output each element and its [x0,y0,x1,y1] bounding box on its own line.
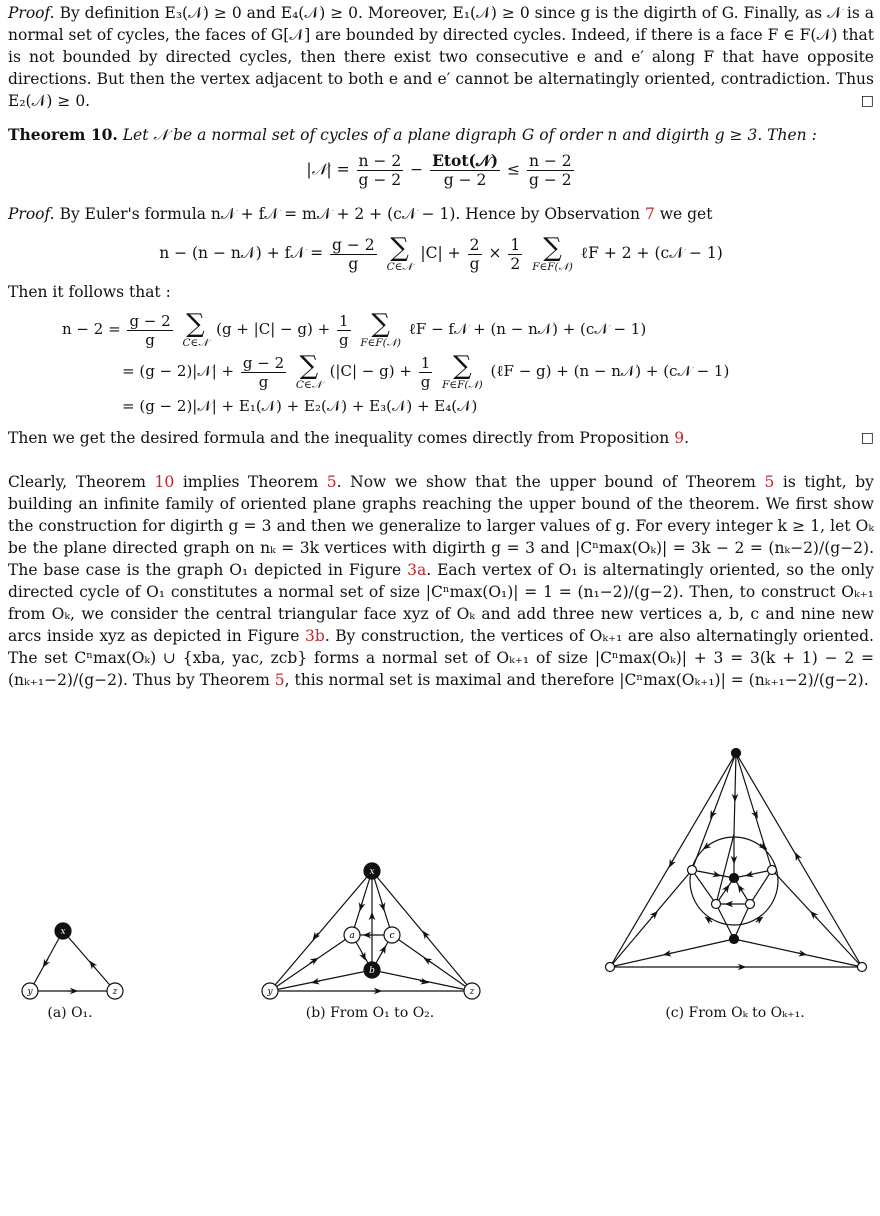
theorem-ref[interactable]: 5 [764,473,775,491]
align-line-1: n − 2 = $\frac{g - 2}{g}$ ∑ C∈𝒩 (g + |C| − g) + $\frac{1}{g}$ ∑ F∈F(𝒩) ℓF − f𝒩 + (n − n𝒩) + (c𝒩 − 1) [62,309,647,349]
svg-text:z: z [112,987,118,997]
svg-text:c: c [389,931,395,941]
then-text: Then it follows that : [8,283,171,301]
eq-lhs: |𝒩| = [306,160,350,179]
construction-paragraph: Clearly, Theorem 10 implies Theorem 5. Now we show that the upper bound of Theorem 5 is tight, by building an infinite family of oriented plane graphs reaching the upper bound of the theorem. We first show the construction for digirth g = 3 and then we generalize to larger values of g. For every integer k ≥ 1, let Oₖ be the plane directed graph on nₖ = 3k vertices with digirth g = 3 and |Cⁿmax(Oₖ)| = 3k − 2 = (nₖ−2)/(g−2). The base case is the graph O₁ depicted in Figure 3a. Each vertex of O₁ is alternatingly oriented, so the only directed cycle of O₁ constitutes a normal set of size |Cⁿmax(O₁)| = 1 = (n₁−2)/(g−2). Then, to construct Oₖ₊₁ from Oₖ, we consider the central triangular face xyz of Oₖ and add three new vertices a, b, c and nine new arcs inside xyz as depicted in Figure 3b. By construction, the vertices of Oₖ₊₁ are also alternatingly oriented. The set Cⁿmax(Oₖ) ∪ {xba, yac, zcb} forms a normal set of Oₖ₊₁ of size |Cⁿmax(Oₖ)| + 3 = 3(k + 1) − 2 = (nₖ₊₁−2)/(g−2). Thus by Theorem 5, this normal set is maximal and therefore |Cⁿmax(Oₖ₊₁)| = (nₖ₊₁−2)/(g−2). [8,473,874,689]
vertex-right [858,963,867,972]
figure-3 [0,748,880,1216]
figure-b-graph [262,863,480,999]
proposition-ref[interactable]: 9 [674,429,685,447]
figure-a-graph [22,923,123,999]
sum-symbol: ∑ C∈𝒩 [386,233,413,273]
vertex-inner [746,900,755,909]
figure-ref[interactable]: 3b [305,627,325,645]
eq-term: ℓF + 2 + (c𝒩 − 1) [580,244,723,262]
theorem-equation [8,152,874,189]
vertex-inner [768,866,777,875]
vertex-inner [730,874,739,883]
sum-symbol: ∑ F∈F(𝒩) [532,233,573,273]
proof-text: By Euler's formula n𝒩 + f𝒩 = m𝒩 + 2 + (c𝒩 − 1). Hence by Observation [59,205,640,223]
svg-text:a: a [349,931,355,941]
theorem-ref[interactable]: 10 [154,473,175,491]
conclusion: Then we get the desired formula and the inequality comes directly from Proposition 9. □ [8,429,874,447]
theorem-ref[interactable]: 5 [274,671,285,689]
qed-symbol: □ [860,93,874,109]
fraction: $\frac{g - 2}{g}$ [332,235,375,273]
figure-ref[interactable]: 3a [407,561,427,579]
svg-text:x: x [60,927,66,937]
fraction: $\frac{n - 2}{g - 2}$ [358,152,402,189]
observation-ref[interactable]: 7 [644,205,655,223]
caption-b: (b) From O₁ to O₂. [305,1005,435,1021]
align-line-2: = (g − 2)|𝒩| + $\frac{g - 2}{g}$ ∑ C∈𝒩 (|C| − g) + $\frac{1}{g}$ ∑ F∈F(𝒩) (ℓF − g) + (n − n𝒩) + (c𝒩 − 1) [122,351,730,391]
caption-c: (c) From Oₖ to Oₖ₊₁. [665,1005,805,1021]
fraction: $\frac{\text{Etot(𝒩)}}{g - 2}$ [432,151,499,189]
svg-text:y: y [267,987,273,997]
svg-text:z: z [469,987,475,997]
aligned-equations [62,311,874,417]
svg-text:b: b [369,966,375,976]
fraction: $\frac{1}{2}$ [510,235,521,273]
euler-equation [8,235,874,273]
proof-label: Proof. [8,4,55,22]
svg-text:x: x [369,867,375,877]
figure-c-graph [606,749,867,972]
figure-svg [0,748,880,1216]
le-sign: ≤ [507,160,521,179]
vertex-inner [730,935,739,944]
align-line-3: = (g − 2)|𝒩| + E₁(𝒩) + E₂(𝒩) + E₃(𝒩) + E₄(𝒩) [122,397,478,415]
theorem-label: Theorem 10. [8,125,118,144]
proof-label: Proof. [8,205,55,223]
minus: − [410,160,424,179]
caption-a: (a) O₁. [47,1005,93,1021]
vertex-top [732,749,741,758]
eq-term: |C| + [420,244,461,262]
theorem-text: Let 𝒩 be a normal set of cycles of a plane digraph G of order n and digirth g ≥ 3. Then : [122,126,817,144]
theorem-10 [8,124,874,146]
conclusion-text: Then we get the desired formula and the inequality comes directly from Proposition [8,429,670,447]
fraction: $\frac{n - 2}{g - 2}$ [528,152,572,189]
eq-lhs: n − (n − n𝒩) + f𝒩 = [159,244,324,262]
proof-1 [8,2,874,112]
fraction: $\frac{2}{g}$ [469,235,480,273]
times: × [488,244,502,262]
qed-symbol: □ [860,430,874,446]
vertex-left [606,963,615,972]
svg-text:y: y [27,987,33,997]
vertex-inner [688,866,697,875]
theorem-ref[interactable]: 5 [326,473,337,491]
proof-2 [8,203,874,225]
proof-text-end: we get [659,205,713,223]
vertex-inner [712,900,721,909]
page-content [8,0,874,691]
proof-text: By definition E₃(𝒩) ≥ 0 and E₄(𝒩) ≥ 0. Moreover, E₁(𝒩) ≥ 0 since g is the digirth of G. Finally, as 𝒩 is a normal set of cycles, the faces of G[𝒩] are bounded by directed cycles. Indeed, if there is a face F ∈ F(𝒩) that is not bounded by directed cycles, then there exist two consecutive e and e′ along F that have opposite directions. But then the vertex adjacent to both e and e′ cannot be alternatingly oriented, contradiction. Thus E₂(𝒩) ≥ 0. [8,4,874,110]
